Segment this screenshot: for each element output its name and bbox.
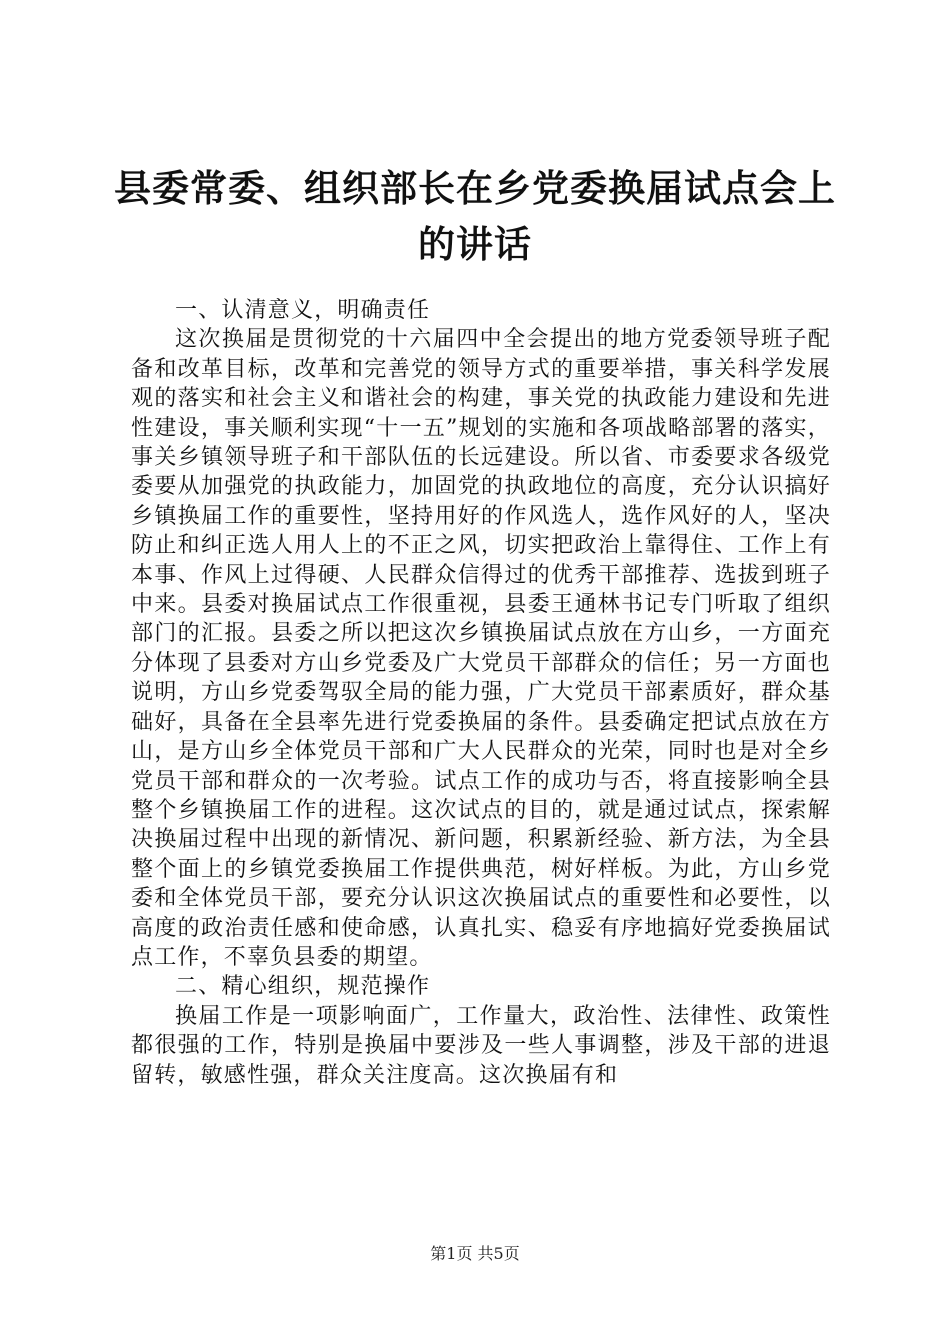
section-paragraph-1: 这次换届是贯彻党的十六届四中全会提出的地方党委领导班子配备和改革目标，改革和完善党的领导方式的重要举措，事关科学发展观的落实和社会主义和谐社会的构建，事关党的执政能力建设和先进性建设，事关顺利实现“十一五”规划的实施和各项战略部署的落实，事关乡镇领导班子和干部队伍的长远建设。所以省、市委要求各级党委要从加强党的执政能力，加固党的执政地位的高度，充分认识搞好乡镇换届工作的重要性，坚持用好的作风选人，选作风好的人，坚决防止和纠正选人用人上的不正之风，切实把政治上靠得住、工作上有本事、作风上过得硬、人民群众信得过的优秀干部推荐、选拔到班子中来。县委对换届试点工作很重视，县委王通林书记专门听取了组织部门的汇报。县委之所以把这次乡镇换届试点放在方山乡，一方面充分体现了县委对方山乡党委及广大党员干部群众的信任；另一方面也说明，方山乡党委驾驭全局的能力强，广大党员干部素质好，群众基础好，具备在全县率先进行党委换届的条件。县委确定把试点放在方山，是方山乡全体党员干部和广大人民群众的光荣，同时也是对全乡党员干部和群众的一次考验。试点工作的成功与否，将直接影响全县整个乡镇换届工作的进程。这次试点的目的，就是通过试点，探索解决换届过程中出现的新情况、新问题，积累新经验、新方法，为全县整个面上的乡镇党委换届工作提供典范，树好样板。为此，方山乡党委和全体党员干部，要充分认识这次换届试点的重要性和必要性，以高度的政治责任感和使命感，认真扎实、稳妥有序地搞好党委换届试点工作，不辜负县委的期望。 bbox=[131, 327, 831, 970]
page-number-footer: 第1页 共5页 bbox=[430, 1244, 520, 1263]
document-title: 县委常委、组织部长在乡党委换届试点会上的讲话 bbox=[114, 166, 836, 266]
section-heading-1: 一、认清意义，明确责任 bbox=[175, 298, 431, 323]
document-body bbox=[131, 296, 831, 1090]
section-heading-2: 二、精心组织，规范操作 bbox=[175, 974, 431, 1000]
section-paragraph-2: 换届工作是一项影响面广，工作量大，政治性、法律性、政策性都很强的工作，特别是换届中要涉及一些人事调整，涉及干部的进退留转，敏感性强，群众关注度高。这次换届有和 bbox=[131, 1003, 831, 1088]
